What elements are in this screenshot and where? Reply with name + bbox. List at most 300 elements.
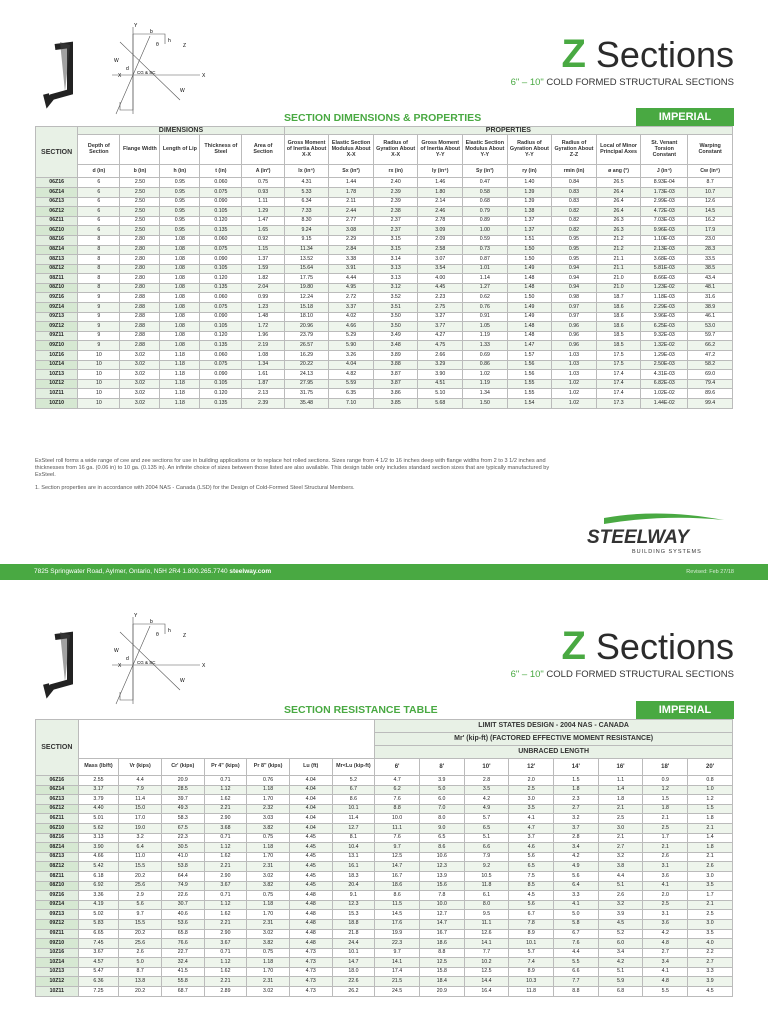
table-cell: 10.6 [419,852,464,862]
table-cell: 3.3 [688,967,733,977]
section-cell: 10Z11 [36,389,78,399]
table-cell: 1.1 [598,776,643,786]
table-cell: 0.95 [552,255,597,265]
section-cell: 10Z12 [36,379,78,389]
table-cell: 9.7 [375,948,420,958]
table-cell: 3.02 [120,379,160,389]
table-cell: 15.0 [119,804,162,814]
table-cell: 9 [78,322,120,332]
table-cell: 2.5 [688,910,733,920]
table-cell: 22.3 [375,939,420,949]
table-cell: 3.5 [509,804,554,814]
table-cell: 4.72E-03 [641,207,688,217]
table-cell: 10.2 [464,958,509,968]
table-cell: 22.3 [161,833,204,843]
table-cell: 7.9 [464,852,509,862]
table-cell: 3.9 [419,776,464,786]
table-cell: 1.02E-02 [641,389,688,399]
table-cell: 0.96 [552,331,597,341]
table-cell: 3.02 [120,389,160,399]
table-cell: 4.04 [289,823,332,833]
table-cell: 4.45 [289,833,332,843]
table-cell: 1.8 [643,804,688,814]
section-cell: 08Z12 [36,862,79,872]
table-cell: 1.55 [507,389,552,399]
length-header: 16' [598,759,643,776]
table-cell: 1.80 [418,187,463,197]
section-cell: 06Z16 [36,776,79,786]
section-cell: 08Z10 [36,881,79,891]
table-cell: 2.31 [247,977,290,987]
section-header: SECTION [36,720,79,776]
section-cell: 06Z16 [36,178,78,188]
table-cell: 12.3 [332,900,375,910]
table-cell: 6.8 [598,987,643,997]
table-cell: 0.83 [552,197,597,207]
table-cell: 2.84 [329,245,374,255]
table-cell: 1.01 [463,264,508,274]
table-cell: 3.4 [598,948,643,958]
table-cell: 2.6 [688,862,733,872]
table-cell: 18.7 [596,293,641,303]
table-cell: 0.71 [204,776,247,786]
section-cell: 10Z11 [36,987,79,997]
table-cell: 2.1 [598,804,643,814]
group-header-row [36,127,733,135]
table-cell: 0.69 [463,351,508,361]
table-cell: 0.47 [463,178,508,188]
table-cell: 2.04 [242,283,284,293]
table-cell: 2.88 [120,331,160,341]
table-cell: 66.2 [688,341,733,351]
table-cell: 3.50 [373,312,418,322]
section-cell: 10Z13 [36,370,78,380]
table-cell: 1.15 [242,245,284,255]
table-cell: 9.15 [284,235,329,245]
table-cell: 0.75 [247,891,290,901]
table-cell: 5.90 [329,341,374,351]
table-cell: 2.50E-03 [641,360,688,370]
table-cell: 38.9 [688,303,733,313]
table-cell: 0.99 [242,293,284,303]
table-cell: 0.95 [552,235,597,245]
table-cell: 9.1 [332,891,375,901]
table-cell: 41.0 [161,852,204,862]
table-cell: 3.86 [373,389,418,399]
table-cell: 17.4 [375,967,420,977]
brand-subtitle: 6" – 10" COLD FORMED STRUCTURAL SECTIONS [510,77,734,88]
table-cell: 1.08 [160,322,200,332]
table-cell: 8.93E-04 [641,178,688,188]
table-cell: 2.50 [120,197,160,207]
table-cell: 99.4 [688,399,733,409]
table-cell: 4.45 [289,862,332,872]
table-cell: 1.18 [160,379,200,389]
table-cell: 10 [78,351,120,361]
section-cell: 10Z16 [36,351,78,361]
table-row [36,178,733,188]
table-cell: 1.48 [507,331,552,341]
table-cell: 4.00 [418,274,463,284]
section-cell: 06Z10 [36,823,79,833]
table-cell: 8.1 [332,833,375,843]
table-cell: 0.89 [463,216,508,226]
table-cell: 20.4 [332,881,375,891]
table-cell: 5.2 [332,776,375,786]
table-cell: 0.76 [463,303,508,313]
table-cell: 3.5 [464,785,509,795]
table-cell: 3.88 [373,360,418,370]
table-cell: 3.5 [688,881,733,891]
table-cell: 0.98 [552,293,597,303]
table-cell: 11.4 [332,814,375,824]
table-cell: 2.39 [373,197,418,207]
section-cell: 09Z10 [36,939,79,949]
unit-header: J (in⁴) [641,165,688,178]
table-cell: 1.18 [247,958,290,968]
table-row [36,379,733,389]
table-cell: 2.80 [120,235,160,245]
table-cell: 11.0 [119,852,162,862]
table-cell: 10 [78,389,120,399]
table-cell: 6.4 [554,881,599,891]
diagram-theta-label: θ [156,632,159,638]
table-cell: 59.7 [688,331,733,341]
table-cell: 20.2 [119,929,162,939]
table-cell: 2.39 [373,187,418,197]
column-header: Cr' (kips) [161,759,204,776]
section-cell: 10Z14 [36,958,79,968]
column-header: Warping Constant [688,135,733,165]
table-cell: 21.8 [332,929,375,939]
table-cell: 0.75 [247,948,290,958]
table-cell: 3.3 [554,891,599,901]
table-cell: 5.1 [598,881,643,891]
table-cell: 3.02 [120,351,160,361]
section-cell: 09Z14 [36,303,78,313]
table-cell: 1.34 [463,389,508,399]
table-cell: 5.81E-03 [641,264,688,274]
table-cell: 6.7 [332,785,375,795]
table-cell: 3.38 [329,255,374,265]
table-cell: 26.2 [332,987,375,997]
table-cell: 0.71 [204,948,247,958]
table-cell: 3.03 [247,814,290,824]
table-cell: 9 [78,331,120,341]
length-header: 18' [643,759,688,776]
table-cell: 4.44 [329,274,374,284]
table-cell: 5.02 [78,910,119,920]
section-cell: 08Z16 [36,235,78,245]
table-cell: 0.82 [552,216,597,226]
table-cell: 3.07 [418,255,463,265]
table-cell: 74.9 [161,881,204,891]
section-cell: 06Z11 [36,216,78,226]
table-cell: 2.29E-03 [641,303,688,313]
table-cell: 4.66 [329,322,374,332]
table-cell: 3.4 [643,958,688,968]
table-row [36,187,733,197]
table-cell: 8.0 [419,814,464,824]
table-cell: 41.5 [161,967,204,977]
table-cell: 4.4 [119,776,162,786]
table-cell: 65.8 [161,929,204,939]
table-cell: 3.90 [78,843,119,853]
table-cell: 1.38 [507,207,552,217]
resistance-table [35,719,733,997]
table-cell: 2.5 [509,785,554,795]
table-cell: 21.5 [375,977,420,987]
table-cell: 17.0 [119,814,162,824]
section-cell: 09Z13 [36,910,79,920]
table-cell: 0.87 [463,255,508,265]
table-cell: 1.18 [160,389,200,399]
table-cell: 6.92 [78,881,119,891]
section-cell: 09Z11 [36,929,79,939]
table-cell: 18.6 [419,939,464,949]
table-cell: 2.88 [120,322,160,332]
table-cell: 3.85 [373,399,418,409]
table-cell: 55.8 [161,977,204,987]
table-cell: 46.1 [688,312,733,322]
table-cell: 3.89 [373,351,418,361]
table-cell: 1.48 [242,312,284,322]
table-cell: 3.90 [418,370,463,380]
table-cell: 16.7 [419,929,464,939]
table-cell: 5.33 [284,187,329,197]
table-cell: 1.51 [507,235,552,245]
table-cell: 0.71 [204,833,247,843]
lsd-header-row [36,720,733,733]
table-cell: 1.18E-03 [641,293,688,303]
table-row [36,852,733,862]
table-cell: 11.1 [464,919,509,929]
table-cell: 0.120 [200,331,242,341]
section-cell: 10Z14 [36,360,78,370]
table-cell: 0.090 [200,370,242,380]
table-cell: 14.7 [375,862,420,872]
section-cell: 09Z10 [36,341,78,351]
table-cell: 8 [78,245,120,255]
table-cell: 1.70 [247,795,290,805]
table-cell: 3.02 [120,399,160,409]
table-cell: 3.08 [329,226,374,236]
table-cell: 0.58 [463,187,508,197]
table-cell: 4.2 [643,929,688,939]
table-cell: 0.135 [200,226,242,236]
table-cell: 3.0 [688,919,733,929]
table-cell: 64.4 [161,871,204,881]
table-cell: 1.02 [463,370,508,380]
table-cell: 6.5 [464,823,509,833]
table-cell: 22.6 [161,891,204,901]
table-cell: 0.97 [552,312,597,322]
unit-header: Ix (in⁴) [284,165,329,178]
footer-address: 7825 Springwater Road, Aylmer, Ontario, N5H 2R4 1.800.265.7740 [34,568,230,575]
table-cell: 0.62 [463,293,508,303]
table-cell: 6 [78,187,120,197]
svg-text:STEELWAY: STEELWAY [587,527,690,548]
column-header: Radius of Gyration About Y-Y [507,135,552,165]
table-cell: 38.5 [688,264,733,274]
table-cell: 0.94 [552,283,597,293]
table-cell: 18.5 [596,341,641,351]
table-cell: 2.80 [120,255,160,265]
table-cell: 2.50 [120,226,160,236]
table-cell: 49.3 [161,804,204,814]
table-cell: 1.8 [598,795,643,805]
column-header: Mass (lb/ft) [78,759,119,776]
table-cell: 8.30 [284,216,329,226]
table-cell: 3.0 [509,795,554,805]
section-cell: 09Z12 [36,322,78,332]
table-cell: 1.08 [160,274,200,284]
column-header: Mr<Lu (kip-ft) [332,759,375,776]
table-cell: 0.075 [200,187,242,197]
table-cell: 3.77 [418,322,463,332]
table-cell: 9 [78,312,120,322]
table-cell: 0.075 [200,245,242,255]
table-cell: 5.1 [598,967,643,977]
table-cell: 0.76 [247,776,290,786]
table-cell: 3.15 [373,235,418,245]
table-cell: 27.95 [284,379,329,389]
table-cell: 14.5 [688,207,733,217]
table-cell: 0.120 [200,216,242,226]
table-cell: 1.18 [160,360,200,370]
table-cell: 0.060 [200,351,242,361]
table-row [36,389,733,399]
table-cell: 2.50 [120,216,160,226]
table-cell: 15.6 [419,881,464,891]
table-cell: 3.82 [247,881,290,891]
table-cell: 2.88 [120,341,160,351]
table-row [36,264,733,274]
table-cell: 8.9 [509,967,554,977]
table-cell: 1.48 [507,283,552,293]
table-cell: 12.6 [688,197,733,207]
table-cell: 2.1 [688,852,733,862]
table-cell: 1.05 [463,322,508,332]
table-cell: 8 [78,255,120,265]
table-cell: 4.48 [289,900,332,910]
table-cell: 1.50 [507,245,552,255]
table-cell: 6.82E-03 [641,379,688,389]
table-cell: 2.40 [373,178,418,188]
table-cell: 0.135 [200,283,242,293]
table-cell: 0.105 [200,379,242,389]
unbraced-header: UNBRACED LENGTH [375,746,733,759]
table-cell: 3.50 [373,322,418,332]
table-cell: 2.89 [204,987,247,997]
table-cell: 3.02 [120,370,160,380]
table-cell: 15.5 [119,862,162,872]
table-cell: 1.78 [329,187,374,197]
table-cell: 0.135 [200,341,242,351]
table-cell: 16.4 [464,987,509,997]
diagram-cg-label: CG & SC [137,70,156,75]
table-cell: 1.49 [507,303,552,313]
table-cell: 1.08 [160,303,200,313]
table-cell: 6.0 [598,939,643,949]
table-cell: 10.3 [509,977,554,987]
diagram-w2-label: W [180,678,185,684]
diagram-h-label: h [168,38,171,44]
table-cell: 5.1 [464,833,509,843]
table-cell: 0.9 [643,776,688,786]
table-cell: 20.9 [161,776,204,786]
table-cell: 4.6 [509,843,554,853]
table-cell: 17.5 [596,351,641,361]
table-cell: 1.70 [247,910,290,920]
footer-website[interactable]: steelway.com [229,568,272,575]
table-cell: 1.56 [507,370,552,380]
section-cell: 10Z16 [36,948,79,958]
table-cell: 2.55 [78,776,119,786]
table-cell: 2.50 [120,178,160,188]
table-cell: 0.090 [200,197,242,207]
table-cell: 1.34 [242,360,284,370]
column-header: Radius of Gyration About X-X [373,135,418,165]
table-cell: 2.7 [688,958,733,968]
section-cell: 06Z11 [36,814,79,824]
table-cell: 6 [78,226,120,236]
table-row [36,948,733,958]
table-row [36,814,733,824]
table-cell: 4.82 [329,370,374,380]
table-cell: 5.0 [119,958,162,968]
table-cell: 3.13 [373,264,418,274]
table-cell: 2.75 [418,303,463,313]
table-cell: 0.59 [463,235,508,245]
table-cell: 1.56 [507,360,552,370]
table-row [36,312,733,322]
table-row [36,987,733,997]
table-cell: 6.5 [509,862,554,872]
table-cell: 2.6 [643,852,688,862]
table-cell: 5.5 [554,958,599,968]
table-cell: 2.5 [643,823,688,833]
table-cell: 6.6 [554,967,599,977]
table-cell: 20.2 [119,987,162,997]
column-header: Elastic Section Modulus About X-X [329,135,374,165]
table-cell: 4.31 [284,178,329,188]
table-cell: 3.6 [643,871,688,881]
column-header: Pr 8" (kips) [247,759,290,776]
table-cell: 1.08 [160,331,200,341]
table-cell: 2.3 [554,795,599,805]
unit-header: rmin (in) [552,165,597,178]
table-cell: 18.3 [332,871,375,881]
table-cell: 3.1 [643,910,688,920]
table-cell: 89.6 [688,389,733,399]
table-cell: 5.2 [598,929,643,939]
table-row [36,255,733,265]
table-row [36,823,733,833]
table-cell: 4.48 [289,891,332,901]
table-cell: 3.51 [373,303,418,313]
table-cell: 4.7 [509,823,554,833]
table-cell: 2.8 [464,776,509,786]
table-cell: 1.50 [507,293,552,303]
table-cell: 2.6 [119,948,162,958]
table-cell: 30.5 [161,843,204,853]
diagram-y-label: Y [134,613,138,619]
table-cell: 1.02 [552,379,597,389]
table-cell: 3.91 [329,264,374,274]
table-cell: 0.060 [200,235,242,245]
column-header: Pr 4" (kips) [204,759,247,776]
